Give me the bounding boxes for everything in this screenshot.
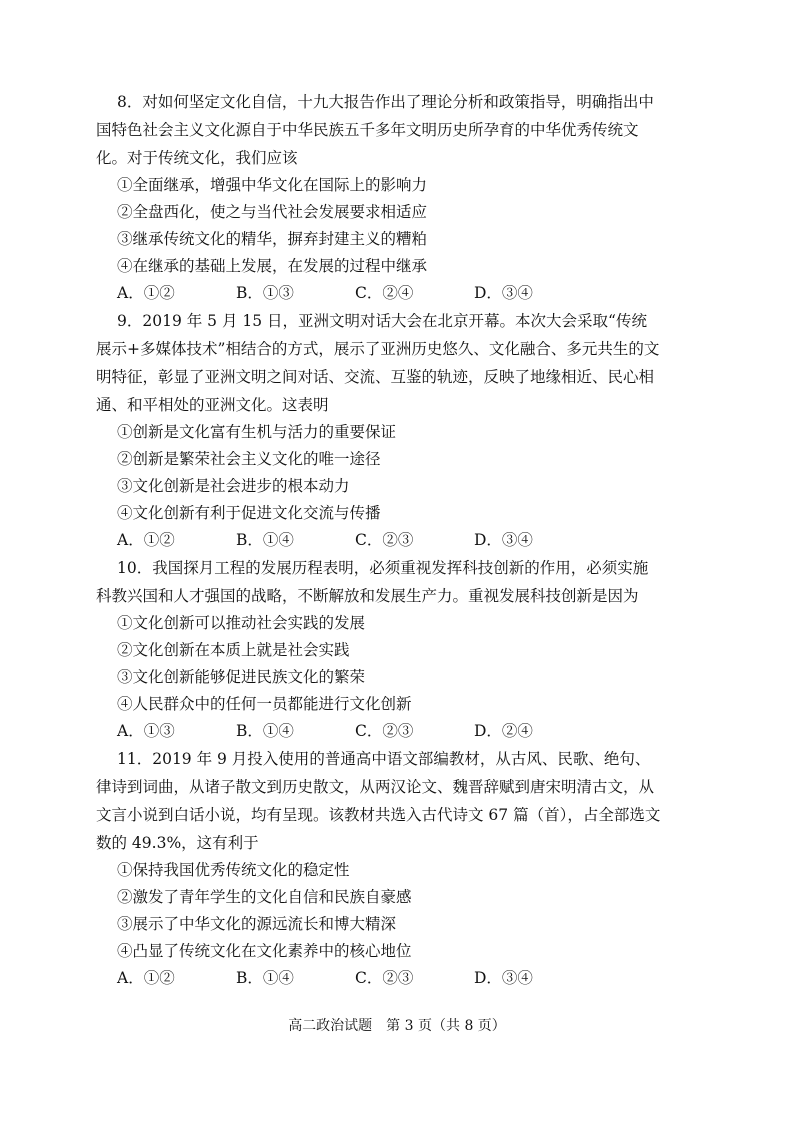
choice-a: A．①② [117, 531, 175, 549]
choice-d: D．③④ [474, 284, 533, 302]
choice-c: C．②③ [355, 722, 414, 740]
stem-line: 明特征，彰显了亚洲文明之间对话、交流、互鉴的轨迹，反映了地缘相近、民心相 [96, 368, 655, 386]
choice-d: D．②④ [474, 722, 533, 740]
choice-b: B．①④ [236, 969, 294, 987]
question-8-stem [96, 88, 677, 172]
answer-choices [117, 280, 677, 307]
choice-b: B．①③ [236, 284, 294, 302]
option-4: ④人民群众中的任何一员都能进行文化创新 [117, 695, 412, 713]
stem-line: 8．对如何坚定文化自信，十九大报告作出了理论分析和政策指导，明确指出中 [117, 93, 654, 111]
stem-line: 11．2019 年 9 月投入使用的普通高中语文部编教材，从古风、民歌、绝句、 [117, 750, 651, 768]
answer-choices [117, 965, 677, 992]
stem-line: 9．2019 年 5 月 15 日，亚洲文明对话大会在北京开幕。本次大会采取“传统 [117, 312, 647, 330]
option-2: ②文化创新在本质上就是社会实践 [117, 641, 350, 659]
stem-line: 数的 49.3%，这有利于 [96, 834, 259, 852]
question-10 [96, 554, 677, 745]
stem-line: 展示+多媒体技术”相结合的方式，展示了亚洲历史悠久、文化融合、多元共生的文 [96, 340, 660, 358]
stem-line: 国特色社会主义文化源自于中华民族五千多年文明历史所孕育的中华优秀传统文 [96, 121, 639, 139]
option-1: ①文化创新可以推动社会实践的发展 [117, 614, 366, 632]
question-10-stem [96, 554, 677, 610]
stem-line: 文言小说到白话小说，均有呈现。该教材共选入古代诗文 67 篇（首），占全部选文 [96, 806, 661, 824]
stem-line: 化。对于传统文化，我们应该 [96, 149, 298, 167]
choice-c: C．②③ [355, 531, 414, 549]
option-1: ①全面继承，增强中华文化在国际上的影响力 [117, 176, 428, 194]
choice-d: D．③④ [474, 969, 533, 987]
page-footer: 高二政治试题 第 3 页（共 8 页） [288, 1018, 506, 1034]
question-8 [96, 88, 677, 307]
choice-a: A．①③ [117, 722, 175, 740]
option-4: ④凸显了传统文化在文化素养中的核心地位 [117, 942, 412, 960]
option-3: ③文化创新是社会进步的根本动力 [117, 477, 350, 495]
choice-c: C．②④ [355, 284, 414, 302]
question-11-stem [96, 745, 677, 857]
question-11 [96, 745, 677, 992]
option-2: ②激发了青年学生的文化自信和民族自豪感 [117, 888, 412, 906]
choice-d: D．③④ [474, 531, 533, 549]
choice-c: C．②③ [355, 969, 414, 987]
option-1: ①保持我国优秀传统文化的稳定性 [117, 861, 350, 879]
stem-line: 通、和平相处的亚洲文化。这表明 [96, 396, 329, 414]
option-3: ③继承传统文化的精华，摒弃封建主义的糟粕 [117, 230, 428, 248]
option-1: ①创新是文化富有生机与活力的重要保证 [117, 423, 397, 441]
question-9-stem [96, 307, 677, 419]
option-2: ②创新是繁荣社会主义文化的唯一途径 [117, 450, 381, 468]
choice-b: B．①④ [236, 531, 294, 549]
answer-choices [117, 527, 677, 554]
stem-line: 科教兴国和人才强国的战略，不断解放和发展生产力。重视发展科技创新是因为 [96, 587, 639, 605]
choice-a: A．①② [117, 284, 175, 302]
stem-line: 10．我国探月工程的发展历程表明，必须重视发挥科技创新的作用，必须实施 [117, 559, 649, 577]
choice-a: A．①② [117, 969, 175, 987]
questions-container [96, 88, 677, 992]
option-3: ③展示了中华文化的源远流长和博大精深 [117, 915, 397, 933]
question-9 [96, 307, 677, 554]
choice-b: B．①④ [236, 722, 294, 740]
answer-choices [117, 718, 677, 745]
option-3: ③文化创新能够促进民族文化的繁荣 [117, 668, 366, 686]
option-4: ④在继承的基础上发展，在发展的过程中继承 [117, 257, 428, 275]
option-2: ②全盘西化，使之与当代社会发展要求相适应 [117, 203, 428, 221]
stem-line: 律诗到词曲，从诸子散文到历史散文，从两汉论文、魏晋辞赋到唐宋明清古文，从 [96, 778, 655, 796]
option-4: ④文化创新有利于促进文化交流与传播 [117, 504, 381, 522]
